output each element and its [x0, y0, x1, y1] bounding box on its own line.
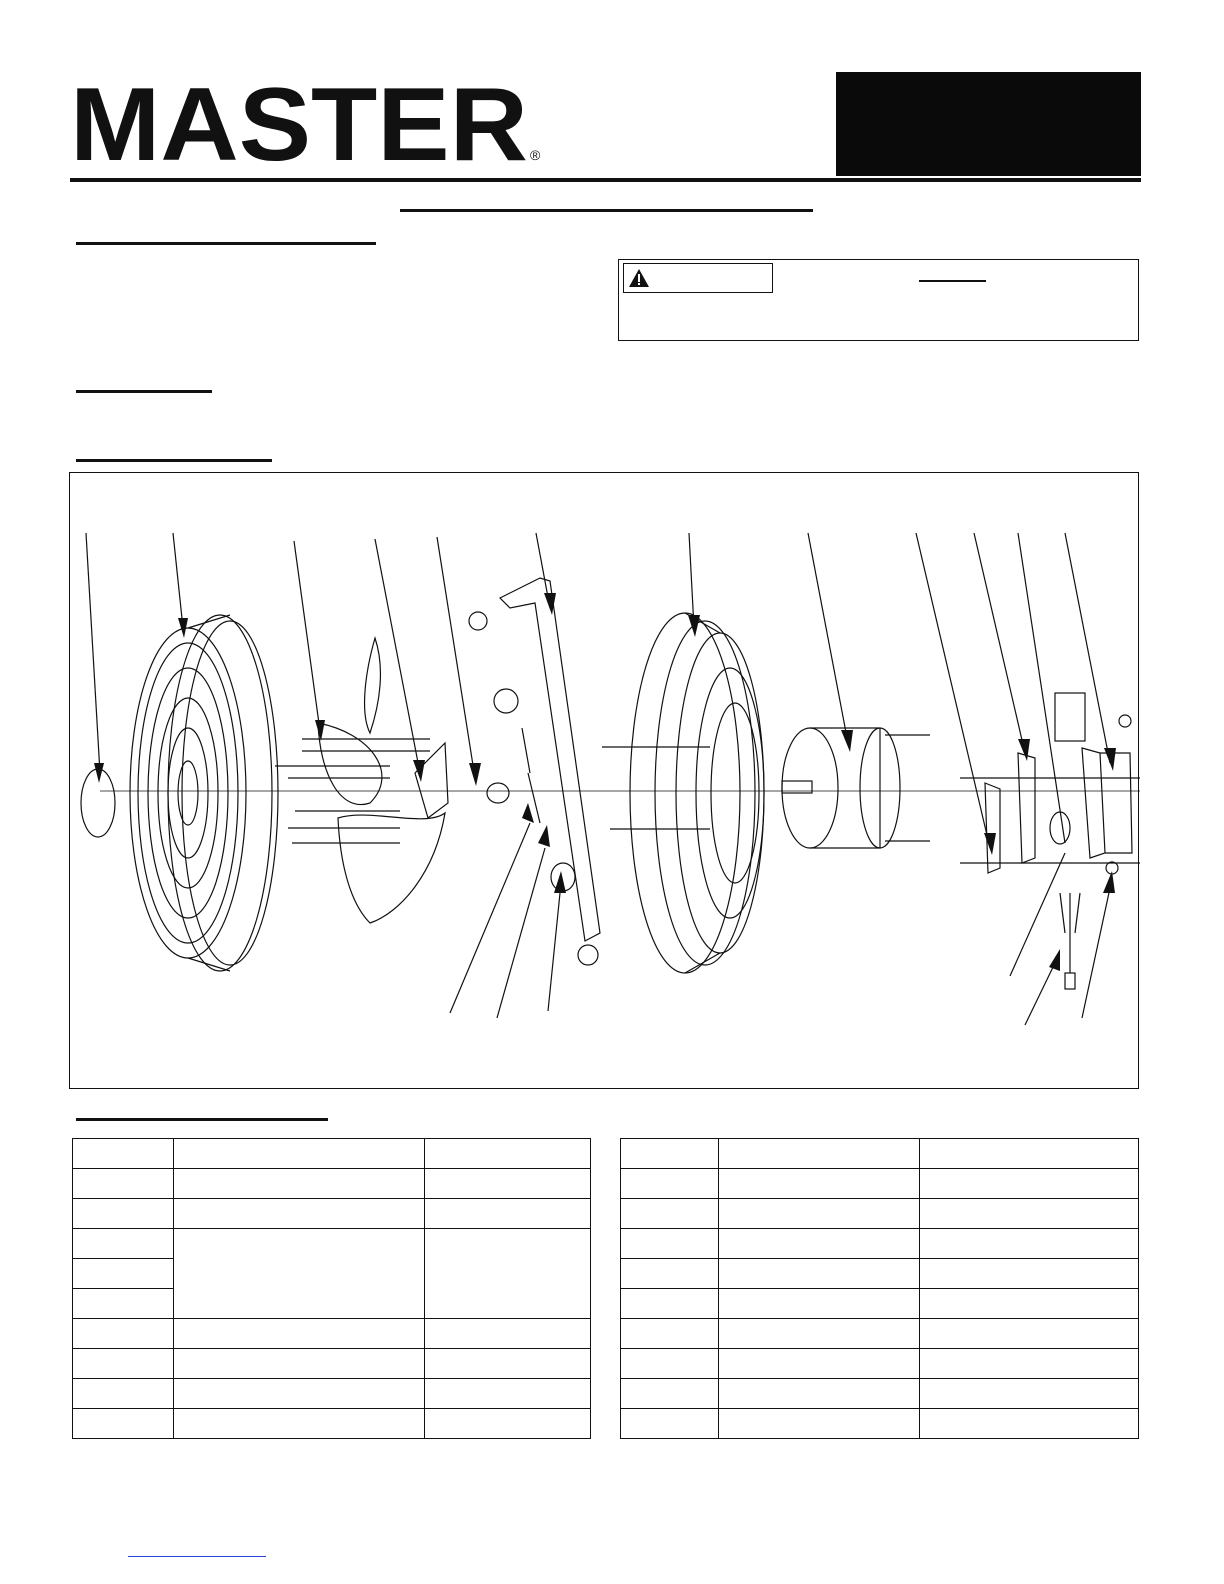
table-cell [621, 1139, 719, 1169]
leader-line [86, 533, 100, 773]
registered-mark: ® [530, 147, 541, 163]
table-cell [621, 1379, 719, 1409]
leader-line [375, 539, 420, 773]
table-cell [73, 1289, 174, 1319]
table-cell [73, 1169, 174, 1199]
parts-list-heading-underline [76, 1118, 328, 1121]
table-cell [73, 1199, 174, 1229]
table-cell [425, 1379, 591, 1409]
table-cell [920, 1349, 1139, 1379]
table-cell [920, 1409, 1139, 1439]
table-cell [718, 1199, 920, 1229]
table-row [73, 1199, 591, 1229]
leader-line [1065, 533, 1110, 763]
table-cell [425, 1199, 591, 1229]
leader-line [974, 533, 1025, 753]
table-cell [425, 1319, 591, 1349]
leader-line [548, 893, 560, 1011]
table-header-row [73, 1139, 591, 1169]
section-heading-underline [76, 390, 212, 393]
table-cell [920, 1139, 1139, 1169]
table-cell [173, 1199, 425, 1229]
table-cell [73, 1229, 174, 1259]
table-cell [920, 1379, 1139, 1409]
table-cell [621, 1169, 719, 1199]
table-row [73, 1319, 591, 1349]
table-row [73, 1349, 591, 1379]
table-cell [425, 1139, 591, 1169]
leader-line [808, 533, 848, 743]
table-cell [621, 1289, 719, 1319]
table-row [73, 1229, 591, 1259]
table-cell [920, 1199, 1139, 1229]
table-row [621, 1409, 1139, 1439]
table-cell [173, 1409, 425, 1439]
table-cell [718, 1349, 920, 1379]
model-header-box [836, 72, 1141, 176]
table-row [621, 1379, 1139, 1409]
table-cell [425, 1169, 591, 1199]
table-cell [621, 1349, 719, 1379]
mounting-bracket [469, 578, 600, 965]
warning-emphasis-underline [919, 280, 986, 282]
leader-arrowheads [94, 593, 1116, 971]
table-cell [621, 1409, 719, 1439]
table-row [621, 1169, 1139, 1199]
table-cell [718, 1319, 920, 1349]
table-row [621, 1229, 1139, 1259]
table-cell [73, 1259, 174, 1289]
table-row [73, 1409, 591, 1439]
table-cell [173, 1139, 425, 1169]
leader-line [1018, 533, 1065, 843]
table-cell [718, 1289, 920, 1319]
table-cell [718, 1139, 920, 1169]
rear-grille [630, 613, 764, 973]
parts-table-right [620, 1138, 1139, 1439]
table-cell [718, 1259, 920, 1289]
table-cell [621, 1319, 719, 1349]
table-cell [73, 1139, 174, 1169]
spinner-cap [81, 769, 115, 837]
table-cell [73, 1409, 174, 1439]
hub-collar [487, 783, 509, 803]
section-heading-underline [76, 459, 272, 462]
table-cell [425, 1409, 591, 1439]
table-header-row [621, 1139, 1139, 1169]
table-cell [73, 1319, 174, 1349]
table-cell [920, 1319, 1139, 1349]
power-cord [1060, 893, 1080, 989]
table-row [73, 1379, 591, 1409]
leader-line [450, 823, 530, 1013]
front-grille [130, 615, 278, 971]
table-row [621, 1349, 1139, 1379]
leader-line [916, 533, 990, 848]
table-cell [173, 1379, 425, 1409]
table-cell [173, 1319, 425, 1349]
table-cell [621, 1199, 719, 1229]
leader-line [1082, 888, 1110, 1018]
leader-line [1025, 963, 1055, 1025]
switch-housing [960, 693, 1140, 874]
leader-line [294, 541, 320, 731]
table-cell [718, 1409, 920, 1439]
fan-blade [318, 638, 448, 923]
section-heading-underline [76, 242, 376, 245]
table-cell-merged [425, 1229, 591, 1319]
website-link-underline[interactable] [128, 1556, 266, 1557]
table-cell [718, 1379, 920, 1409]
table-cell [718, 1169, 920, 1199]
table-cell [920, 1229, 1139, 1259]
table-row [621, 1289, 1139, 1319]
table-cell [173, 1349, 425, 1379]
header-rule [70, 178, 1141, 182]
leader-line [173, 533, 183, 628]
table-cell [920, 1169, 1139, 1199]
table-cell [621, 1259, 719, 1289]
table-cell [718, 1229, 920, 1259]
warning-triangle-icon [628, 268, 650, 288]
logo-wordmark: MASTER [70, 78, 528, 168]
table-cell [920, 1289, 1139, 1319]
parts-table-left [72, 1138, 591, 1439]
motor [782, 728, 930, 848]
table-cell-merged [173, 1229, 425, 1319]
table-cell [73, 1349, 174, 1379]
leader-line [437, 537, 475, 778]
title-underline [400, 209, 813, 212]
table-row [621, 1259, 1139, 1289]
table-cell [920, 1259, 1139, 1289]
table-row [621, 1199, 1139, 1229]
table-cell [621, 1229, 719, 1259]
table-row [73, 1169, 591, 1199]
table-cell [73, 1379, 174, 1409]
table-cell [173, 1169, 425, 1199]
master-logo [70, 78, 550, 168]
exploded-parts-diagram [69, 472, 1139, 1089]
leader-line [497, 848, 545, 1018]
diagram-art [70, 473, 1140, 1090]
table-cell [425, 1349, 591, 1379]
table-row [621, 1319, 1139, 1349]
